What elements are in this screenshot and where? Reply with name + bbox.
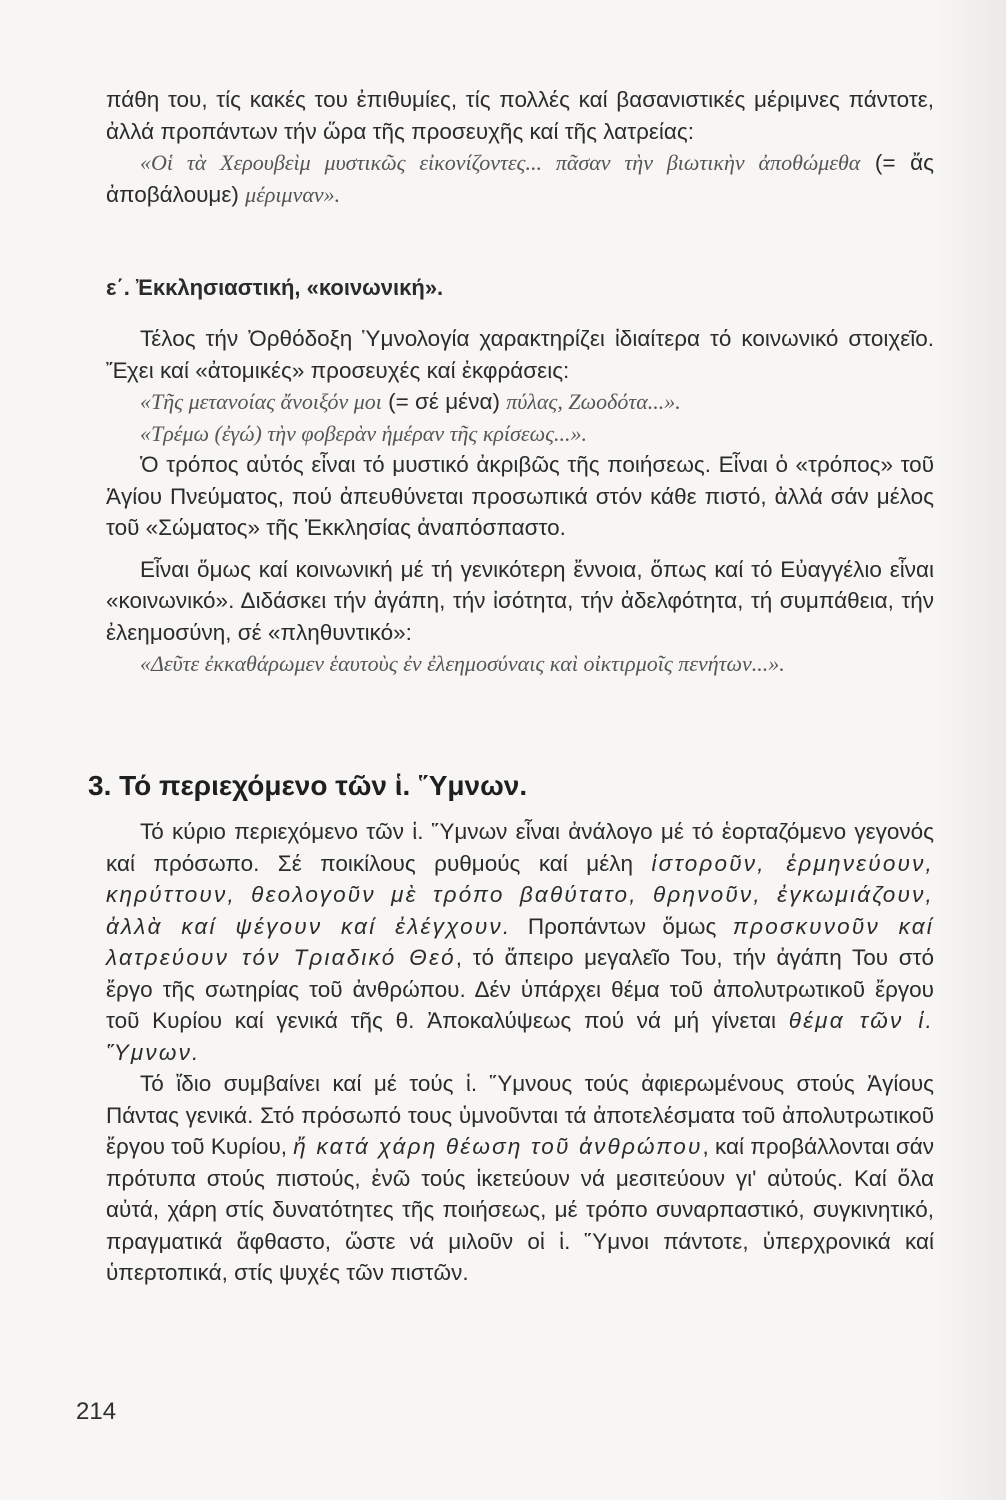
page-number: 214 — [76, 1398, 117, 1425]
text-run: Τό κύριο περιεχόμενο τῶν ἱ. Ὕμνων εἶναι ἀνάλογο μέ τό ἑορταζόμενο γεγονός καί πρόσωπο. Σέ ποικίλους ρυθμούς καί μέλη — [106, 819, 934, 876]
text-run: , καί προβάλλονται σάν πρότυπα στούς πιστούς, ἐνῶ τούς ἱκετεύουν νά μεσιτεύουν γι' αὐτούς. Καί ὅλα αὐτά, χάρη στίς δυνατότητες τῆς ποιήσεως, μέ τρόπο συναρπαστικό, συγκινητικό, πραγματικά ἄφθαστο, ὥστε νά μιλοῦν οἱ ἱ. Ὕμνοι πάντοτε, ὑπερχρονικά καί ὑπερτοπικά, στίς ψυχές τῶν πιστῶν. — [106, 1134, 935, 1285]
continued-paragraph: πάθη του, τίς κακές του ἐπιθυμίες, τίς πολλές καί βασανιστικές μέριμνες πάντοτε, ἀλλά προπάντων τήν ὥρα τῆς προσευχῆς καί τῆς λατρείας: — [106, 87, 934, 144]
quote-fragment: πύλας, Ζωοδότα...». — [506, 389, 681, 414]
hymn-quote — [106, 418, 934, 450]
subsection-heading: ε΄. Ἐκκλησιαστική, «κοινωνική». — [106, 275, 444, 300]
emphasized-run: θέμα τῶν ἱ. Ὕμνων. — [106, 1008, 934, 1065]
paragraph — [106, 1068, 934, 1289]
subsection-e-body — [106, 323, 934, 680]
paragraph: Εἶναι ὅμως καί κοινωνική μέ τή γενικότερη ἔννοια, ὅπως καί τό Εὐαγγέλιο εἶναι «κοινωνικό». Διδάσκει τήν ἀγάπη, τήν ἰσότητα, τήν ἀδελφότητα, τή συμπάθεια, τήν ἐλεημοσύνη, σέ «πληθυντικό»: — [106, 556, 934, 645]
text-run: , τό ἄπειρο μεγαλεῖο Του, τήν ἀγάπη Του στό ἔργο τῆς σωτηρίας τοῦ ἀνθρώπου. Δέν ὑπάρχει θέμα τοῦ ἀπολυτρωτικοῦ ἔργου τοῦ Κυρίου καί γενικά τῆς θ. Ἀποκαλύψεως πού νά μή γίνεται — [106, 945, 934, 1033]
paragraph — [106, 816, 934, 1068]
paragraph: Τέλος τήν Ὀρθόδοξη Ὑμνολογία χαρακτηρίζει ἰδιαίτερα τό κοινωνικό στοιχεῖο. Ἔχει καί «ἀτομικές» προσευχές καί ἐκφράσεις: — [106, 326, 934, 383]
emphasized-run: ἱστοροῦν, ἑρμηνεύουν, κηρύττουν, θεολογοῦν μὲ τρόπο βαθύτατο, θρηνοῦν, ἐγκωμιάζουν, ἀλλὰ καί ψέγουν καί ἐλέγχουν. — [106, 850, 935, 939]
section-3-heading-block — [88, 768, 916, 804]
page-edge-shadow — [936, 0, 1006, 1500]
section-heading: 3. Τό περιεχόμενο τῶν ἱ. Ὕμνων. — [88, 770, 528, 801]
quote-gloss: (= σέ μένα) — [381, 389, 507, 414]
paragraph: Ὁ τρόπος αὐτός εἶναι τό μυστικό ἀκριβῶς τῆς ποιήσεως. Εἶναι ὁ «τρόπος» τοῦ Ἁγίου Πνεύματος, πού ἀπευθύνεται προσωπικά στόν κάθε πιστό, ἀλλά σάν μέλος τοῦ «Σώματος» τῆς Ἐκκλησίας ἀναπόσπαστο. — [106, 452, 934, 540]
quote-fragment: «Τῆς μετανοίας ἄνοιξόν μοι — [140, 389, 382, 414]
cherubic-hymn-quote — [106, 147, 934, 210]
section-3-body — [106, 816, 934, 1289]
quote-fragment: «Τρέμω (ἐγώ) τὴν φοβερὰν ἡμέραν τῆς κρίσεως...». — [140, 420, 588, 446]
emphasized-run: προσκυνοῦν καί λατρεύουν τόν Τριαδικό Θεό — [106, 913, 935, 970]
subsection-e — [106, 273, 934, 303]
hymn-quote — [106, 648, 934, 680]
quote-fragment: «Οἱ τὰ Χερουβεὶμ μυστικῶς εἰκονίζοντες... πᾶσαν τὴν βιωτικὴν ἀποθώμεθα — [140, 150, 861, 175]
hymn-quote — [106, 386, 934, 418]
text-run: Προπάντων ὅμως — [511, 913, 733, 939]
quote-fragment: μέριμναν». — [245, 181, 341, 207]
quote-gloss: (= ἄς ἀποβάλουμε) — [106, 150, 934, 207]
text-run: Τό ἴδιο συμβαίνει καί μέ τούς ἱ. Ὕμνους τούς ἀφιερωμένους στούς Ἁγίους Πάντας γενικά. Στό πρόσωπό τους ὑμνοῦνται τά ἀποτελέσματα τοῦ ἀπολυτρωτικοῦ ἔργου τοῦ Κυρίου, — [106, 1071, 934, 1159]
emphasized-run: ἤ κατά χάρη θέωση τοῦ ἀνθρώπου — [293, 1134, 703, 1159]
continued-text-block — [106, 84, 934, 210]
quote-fragment: «Δεῦτε ἐκκαθάρωμεν ἑαυτοὺς ἐν ἐλεημοσύναις καὶ οἰκτιρμοῖς πενήτων...». — [140, 651, 785, 676]
